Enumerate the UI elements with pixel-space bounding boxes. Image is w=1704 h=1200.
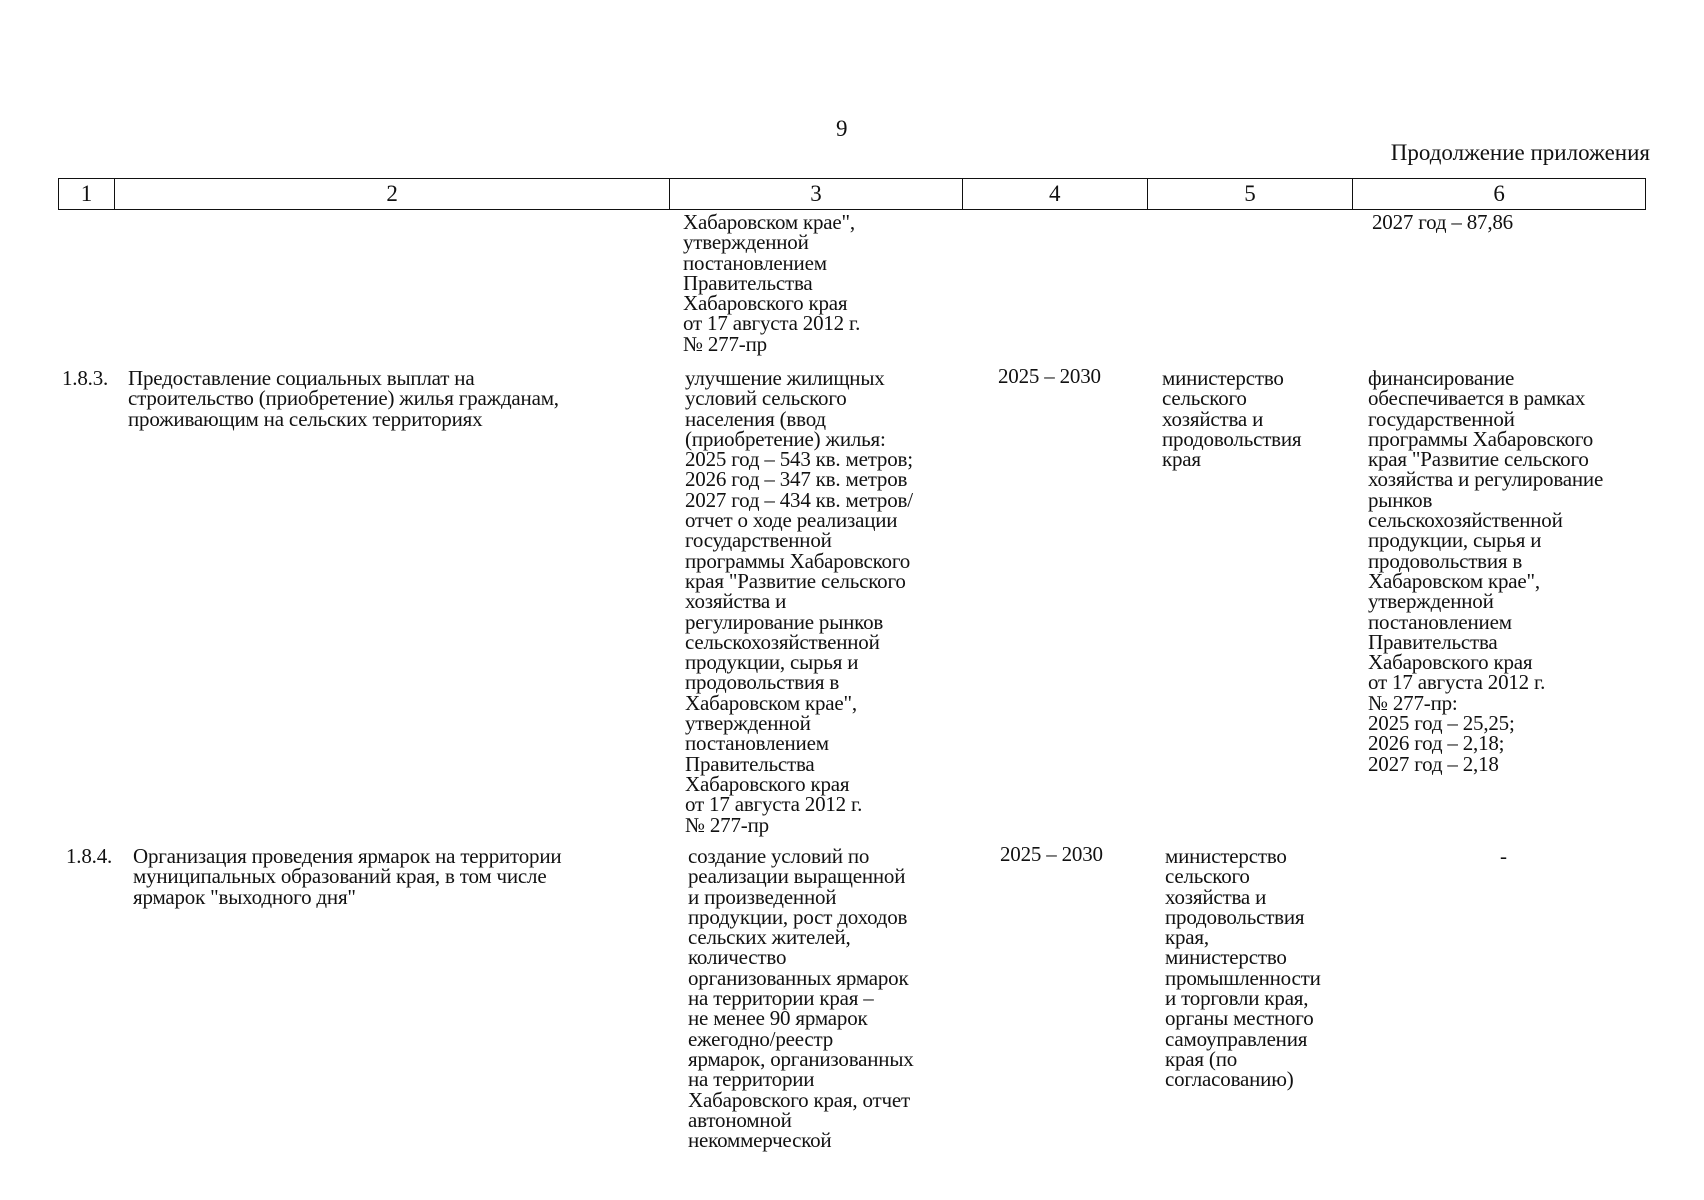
text-line: не менее 90 ярмарок <box>688 1006 868 1031</box>
text-line: хозяйства и <box>685 589 787 614</box>
header-col-1: 1 <box>59 179 115 209</box>
text-line: самоуправления <box>1165 1026 1308 1051</box>
text-line: промышленности <box>1165 965 1321 990</box>
text-line: автономной <box>688 1107 792 1132</box>
row-1-8-4-result <box>688 844 914 1153</box>
text-line: от 17 августа 2012 г. <box>685 792 863 817</box>
text-line: Правительства <box>685 751 815 776</box>
text-line: проживающим на сельских территориях <box>128 406 483 431</box>
text-line: Хабаровского края, отчет <box>688 1087 910 1112</box>
text-line: 2027 год – 434 кв. метров/ <box>685 487 913 512</box>
text-line: обеспечивается в рамках <box>1368 386 1586 411</box>
row-1-8-4-executor <box>1165 846 1321 1090</box>
text-line: постановлением <box>1368 609 1512 634</box>
text-line: 2027 год – 87,86 <box>1372 210 1513 234</box>
text-line: края, <box>1165 925 1209 950</box>
text-line: сельского <box>1165 864 1250 889</box>
text-line: 2026 год – 2,18; <box>1368 731 1505 756</box>
text-line: строительство (приобретение) жилья гражданам, <box>128 386 559 411</box>
text-line: продукции, рост доходов <box>688 904 908 929</box>
row-1-8-3-period: 2025 – 2030 <box>998 364 1101 388</box>
text-line: ярмарок, организованных <box>688 1046 914 1071</box>
text-line: края (по <box>1165 1046 1238 1071</box>
text-line: хозяйства и регулирование <box>1368 467 1604 492</box>
text-line: № 277-пр: <box>1368 690 1458 715</box>
text-line: (приобретение) жилья: <box>685 426 886 451</box>
text-line: и произведенной <box>688 884 837 909</box>
text-line: некоммерческой <box>688 1128 832 1153</box>
text-line: 2025 год – 543 кв. метров; <box>685 447 913 472</box>
text-line: края "Развитие сельского <box>685 568 906 593</box>
text-line: утвержденной <box>683 230 809 255</box>
text-line: согласованию) <box>1165 1067 1294 1092</box>
text-line: края "Развитие сельского <box>1368 447 1589 472</box>
header-col-4: 4 <box>963 179 1148 209</box>
text-line: министерство <box>1165 844 1287 868</box>
text-line: сельского <box>1162 386 1247 411</box>
header-col-6: 6 <box>1493 181 1505 206</box>
row-number-1-8-3: 1.8.3. <box>62 366 109 390</box>
text-line: сельских жителей, <box>688 925 851 950</box>
table-header <box>58 178 1646 210</box>
text-line: Правительства <box>683 270 813 295</box>
row-1-8-3-finance <box>1368 368 1603 774</box>
text-line: условий сельского <box>685 386 847 411</box>
text-line: на территории края – <box>688 986 874 1011</box>
text-line: Хабаровского края <box>1368 650 1533 675</box>
text-line: государственной <box>685 528 832 553</box>
text-line: сельскохозяйственной <box>685 629 880 654</box>
text-line: улучшение жилищных <box>685 366 885 390</box>
text-line: 2025 год – 25,25; <box>1368 711 1515 736</box>
text-line: № 277-пр <box>685 812 769 837</box>
text-line: Хабаровского края <box>685 771 850 796</box>
header-col-2: 2 <box>115 179 670 209</box>
row-1-8-4-period: 2025 – 2030 <box>1000 842 1103 866</box>
text-line: - <box>1500 844 1507 868</box>
text-line: Предоставление социальных выплат на <box>128 366 475 390</box>
text-line: сельскохозяйственной <box>1368 508 1563 533</box>
page-number: 9 <box>836 116 848 141</box>
row-1-8-3-name <box>128 368 559 429</box>
text-line: 2027 год – 2,18 <box>1368 751 1499 776</box>
continuation-label: Продолжение приложения <box>1390 140 1650 165</box>
text-line: органы местного <box>1165 1006 1314 1031</box>
text-line: программы Хабаровского <box>685 548 911 573</box>
text-line: хозяйства и <box>1162 406 1264 431</box>
text-line: муниципальных образований края, в том числе <box>133 864 547 889</box>
text-line: продукции, сырья и <box>685 650 859 675</box>
text-line: министерство <box>1165 945 1287 970</box>
text-line: Организация проведения ярмарок на территории <box>133 844 562 868</box>
text-line: программы Хабаровского <box>1368 426 1594 451</box>
text-line: продовольствия <box>1162 426 1302 451</box>
text-line: утвержденной <box>685 711 811 736</box>
row-number-1-8-4: 1.8.4. <box>66 844 113 868</box>
text-line: отчет о ходе реализации <box>685 508 898 533</box>
text-line: населения (ввод <box>685 406 826 431</box>
header-col-5: 5 <box>1148 179 1354 209</box>
text-line: утвержденной <box>1368 589 1494 614</box>
text-line: Хабаровского края <box>683 291 848 316</box>
text-line: постановлением <box>685 731 829 756</box>
text-line: создание условий по <box>688 844 870 868</box>
row-1-8-4-finance <box>1500 846 1507 866</box>
header-col-3: 3 <box>670 179 963 209</box>
text-line: реализации выращенной <box>688 864 906 889</box>
text-line: ярмарок "выходного дня" <box>133 884 356 909</box>
text-line: постановлением <box>683 250 827 275</box>
text-line: Хабаровском крае", <box>1368 568 1540 593</box>
text-line: государственной <box>1368 406 1515 431</box>
text-line: ежегодно/реестр <box>688 1026 834 1051</box>
text-line: Хабаровском крае", <box>683 210 855 234</box>
row-1-8-3-result <box>685 368 913 835</box>
text-line: регулирование рынков <box>685 609 884 634</box>
text-line: и торговли края, <box>1165 986 1309 1011</box>
text-line: рынков <box>1368 487 1433 512</box>
carryover-finance-cell <box>1372 212 1513 232</box>
text-line: продовольствия в <box>685 670 840 695</box>
text-line: 2026 год – 347 кв. метров <box>685 467 908 492</box>
text-line: края <box>1162 447 1201 472</box>
text-line: министерство <box>1162 366 1284 390</box>
text-line: количество <box>688 945 787 970</box>
text-line: хозяйства и <box>1165 884 1267 909</box>
text-line: на территории <box>688 1067 815 1092</box>
text-line: продукции, сырья и <box>1368 528 1542 553</box>
text-line: от 17 августа 2012 г. <box>683 311 861 336</box>
row-1-8-4-name <box>133 846 561 907</box>
text-line: организованных ярмарок <box>688 965 909 990</box>
text-line: финансирование <box>1368 366 1515 390</box>
text-line: № 277-пр <box>683 331 767 356</box>
text-line: продовольствия <box>1165 904 1305 929</box>
text-line: Хабаровском крае", <box>685 690 857 715</box>
row-1-8-3-executor <box>1162 366 1302 472</box>
text-line: Правительства <box>1368 629 1498 654</box>
text-line: от 17 августа 2012 г. <box>1368 670 1546 695</box>
carryover-result-cell <box>683 212 860 354</box>
text-line: продовольствия в <box>1368 548 1523 573</box>
